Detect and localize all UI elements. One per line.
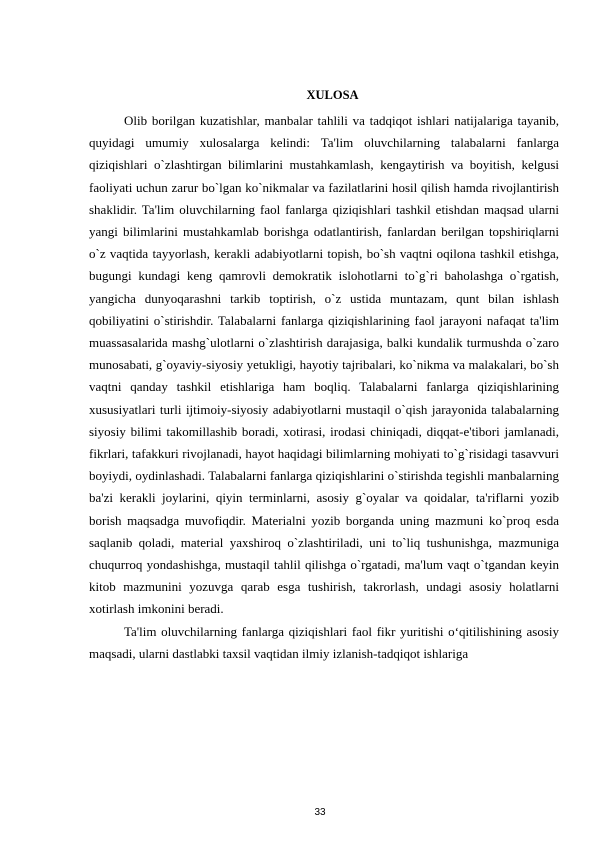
- page-number: 33: [314, 807, 326, 818]
- paragraph-2: Ta'lim oluvchilarning fanlarga qiziqishlari faol fikr yuritishi o‘qitilishining asosiy maqsadi, ularni dastlabki taxsil vaqtidan ilmiy izlanish-tadqiqot ishlariga: [89, 623, 559, 661]
- body-text: [89, 110, 559, 665]
- section-heading: XULOSA: [306, 88, 359, 102]
- paragraph-1: Olib borilgan kuzatishlar, manbalar tahlili va tadqiqot ishlari natijalariga tayanib, quyidagi umumiy xulosalarga kelindi: Ta'lim oluvchilarning talabalarni fanlarga qiziqishlari o`zlashtirgan bilimlarini mustahkamlash, kengaytirish va boyitish, kelgusi faoliyati uchun zarur bo`lgan ko`nikmalar va fazilatlarini hosil qilish hamda rivojlantirish shaklidir. Ta'lim oluvchilarning faol fanlarga qiziqishlari tashkil etishdan maqsad ularni yangi bilimlarini mustahkamlab borishga odatlantirish, fanlardan berilgan topshiriqlarni o`z vaqtida tayyorlash, kerakli adabiyotlarni topish, bo`sh vaqtni oqilona tashkil etishga, bugungi kundagi keng qamrovli demokratik islohotlarni to`g`ri baholashga o`rgatish, yangicha dunyoqarashni tarkib toptirish, o`z ustida muntazam, qunt bilan ishlash qobiliyatini o`stirishdir. Talabalarni fanlarga qiziqishlarining faol jarayoni nafaqat ta'lim muassasalarida mashg`ulotlarni o`zlashtirish darajasiga, balki kundalik turmushda o`zaro munosabati, g`oyaviy-siyosiy yetukligi, hayotiy tajribalari, ko`nikma va malakalari, bo`sh vaqtni qanday tashkil etishlariga ham boqliq. Talabalarni fanlarga qiziqishlarining xususiyatlari turli ijtimoiy-siyosiy adabiyotlarni mustaqil o`qish jarayonida talabalarning siyosiy bilimi takomillashib boradi, xotirasi, irodasi chiniqadi, diqqat-e'tibori jamlanadi, fikrlari, tafakkuri rivojlanadi, hayot haqidagi bilimlarning mohiyati to`g`risidagi tasavvuri boyiydi, oydinlashadi. Talabalarni fanlarga qiziqishlarini o`stirishda tegishli manbalarning ba'zi kerakli joylarini, qiyin terminlarni, asosiy g`oyalar va qoidalar, ta'riflarni yozib borish maqsadga muvofiqdir. Materialni yozib borganda uning mazmuni ko`proq esda saqlanib qoladi, material yaxshiroq o`zlashtiriladi, uni to`liq tushunishga, mazmuniga chuqurroq yondashishga, mustaqil tahlil qilishga o`rgatadi, ma'lum vaqt o`tgandan keyin kitob mazmunini yozuvga qarab esga tushirish, takrorlash, undagi asosiy holatlarni xotirlash imkonini beradi.: [89, 113, 559, 617]
